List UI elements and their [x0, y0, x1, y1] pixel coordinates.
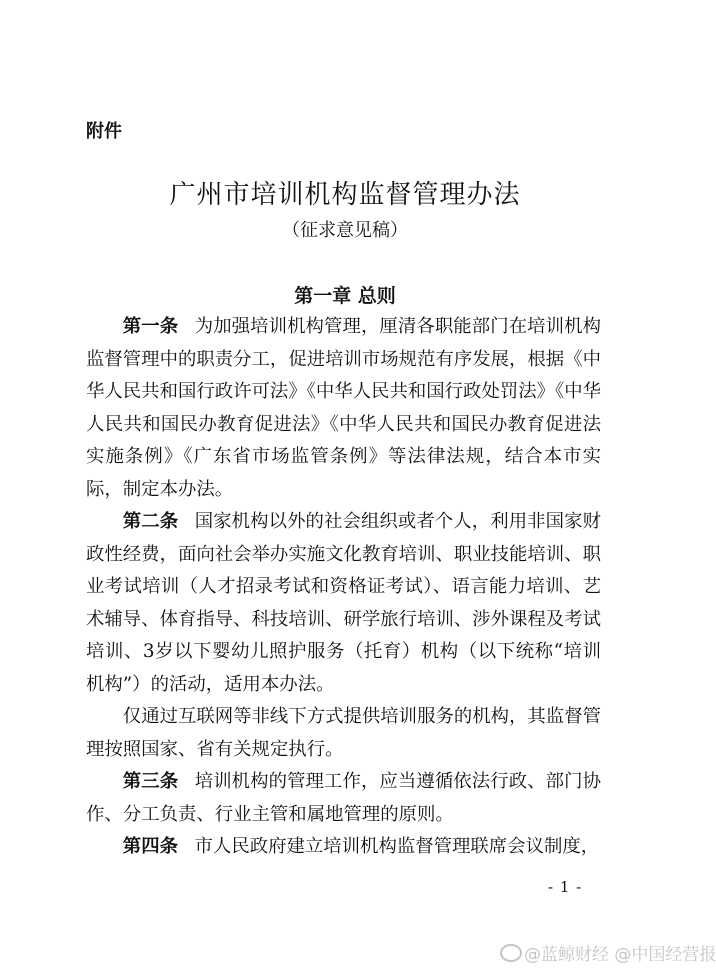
page-number: - 1 -	[548, 878, 583, 896]
article-2	[86, 506, 601, 701]
article-2-paragraph-2-text: 仅通过互联网等非线下方式提供培训服务的机构，其监督管理按照国家、省有关规定执行。	[86, 706, 601, 760]
document-title: 广州市培训机构监督管理办法	[169, 180, 521, 210]
article-3-label: 第三条	[122, 771, 179, 792]
article-2-text: 国家机构以外的社会组织或者个人，利用非国家财政性经费，面向社会举办实施文化教育培训、职业技能培训、职业考试培训（人才招录考试和资格证考试）、语言能力培训、艺术辅导、体育指导、科技培训、研学旅行培训、涉外课程及考试培训、3岁以下婴幼儿照护服务（托育）机构（以下统称“培训机构”）的活动，适用本办法。	[86, 511, 601, 695]
article-3	[86, 766, 601, 831]
watermark-text: @蓝鲸财经 @中国经营报	[524, 945, 716, 965]
article-3-text: 培训机构的管理工作，应当遵循依法行政、部门协作、分工负责、行业主管和属地管理的原则。	[86, 771, 601, 825]
weibo-icon	[500, 944, 522, 962]
chapter-heading: 第一章 总则	[294, 285, 396, 307]
article-1-text: 为加强培训机构管理，厘清各职能部门在培训机构监督管理中的职责分工，促进培训市场规范有序发展，根据《中华人民共和国行政许可法》《中华人民共和国行政处罚法》《中华人民共和国民办教育促进法》《中华人民共和国民办教育促进法实施条例》《广东省市场监管条例》等法律法规，结合本市实际，制定本办法。	[86, 316, 601, 500]
document-body	[86, 311, 601, 864]
article-1	[86, 311, 601, 506]
article-2-paragraph-2	[86, 701, 601, 766]
watermark	[500, 940, 716, 965]
document-subtitle: （征求意见稿）	[282, 220, 408, 241]
article-4-label: 第四条	[122, 836, 178, 857]
article-1-label: 第一条	[122, 316, 179, 337]
attachment-label: 附件	[86, 121, 122, 142]
article-2-label: 第二条	[122, 511, 179, 532]
article-4	[86, 831, 601, 864]
article-4-text: 市人民政府建立培训机构监督管理联席会议制度，	[194, 836, 600, 857]
